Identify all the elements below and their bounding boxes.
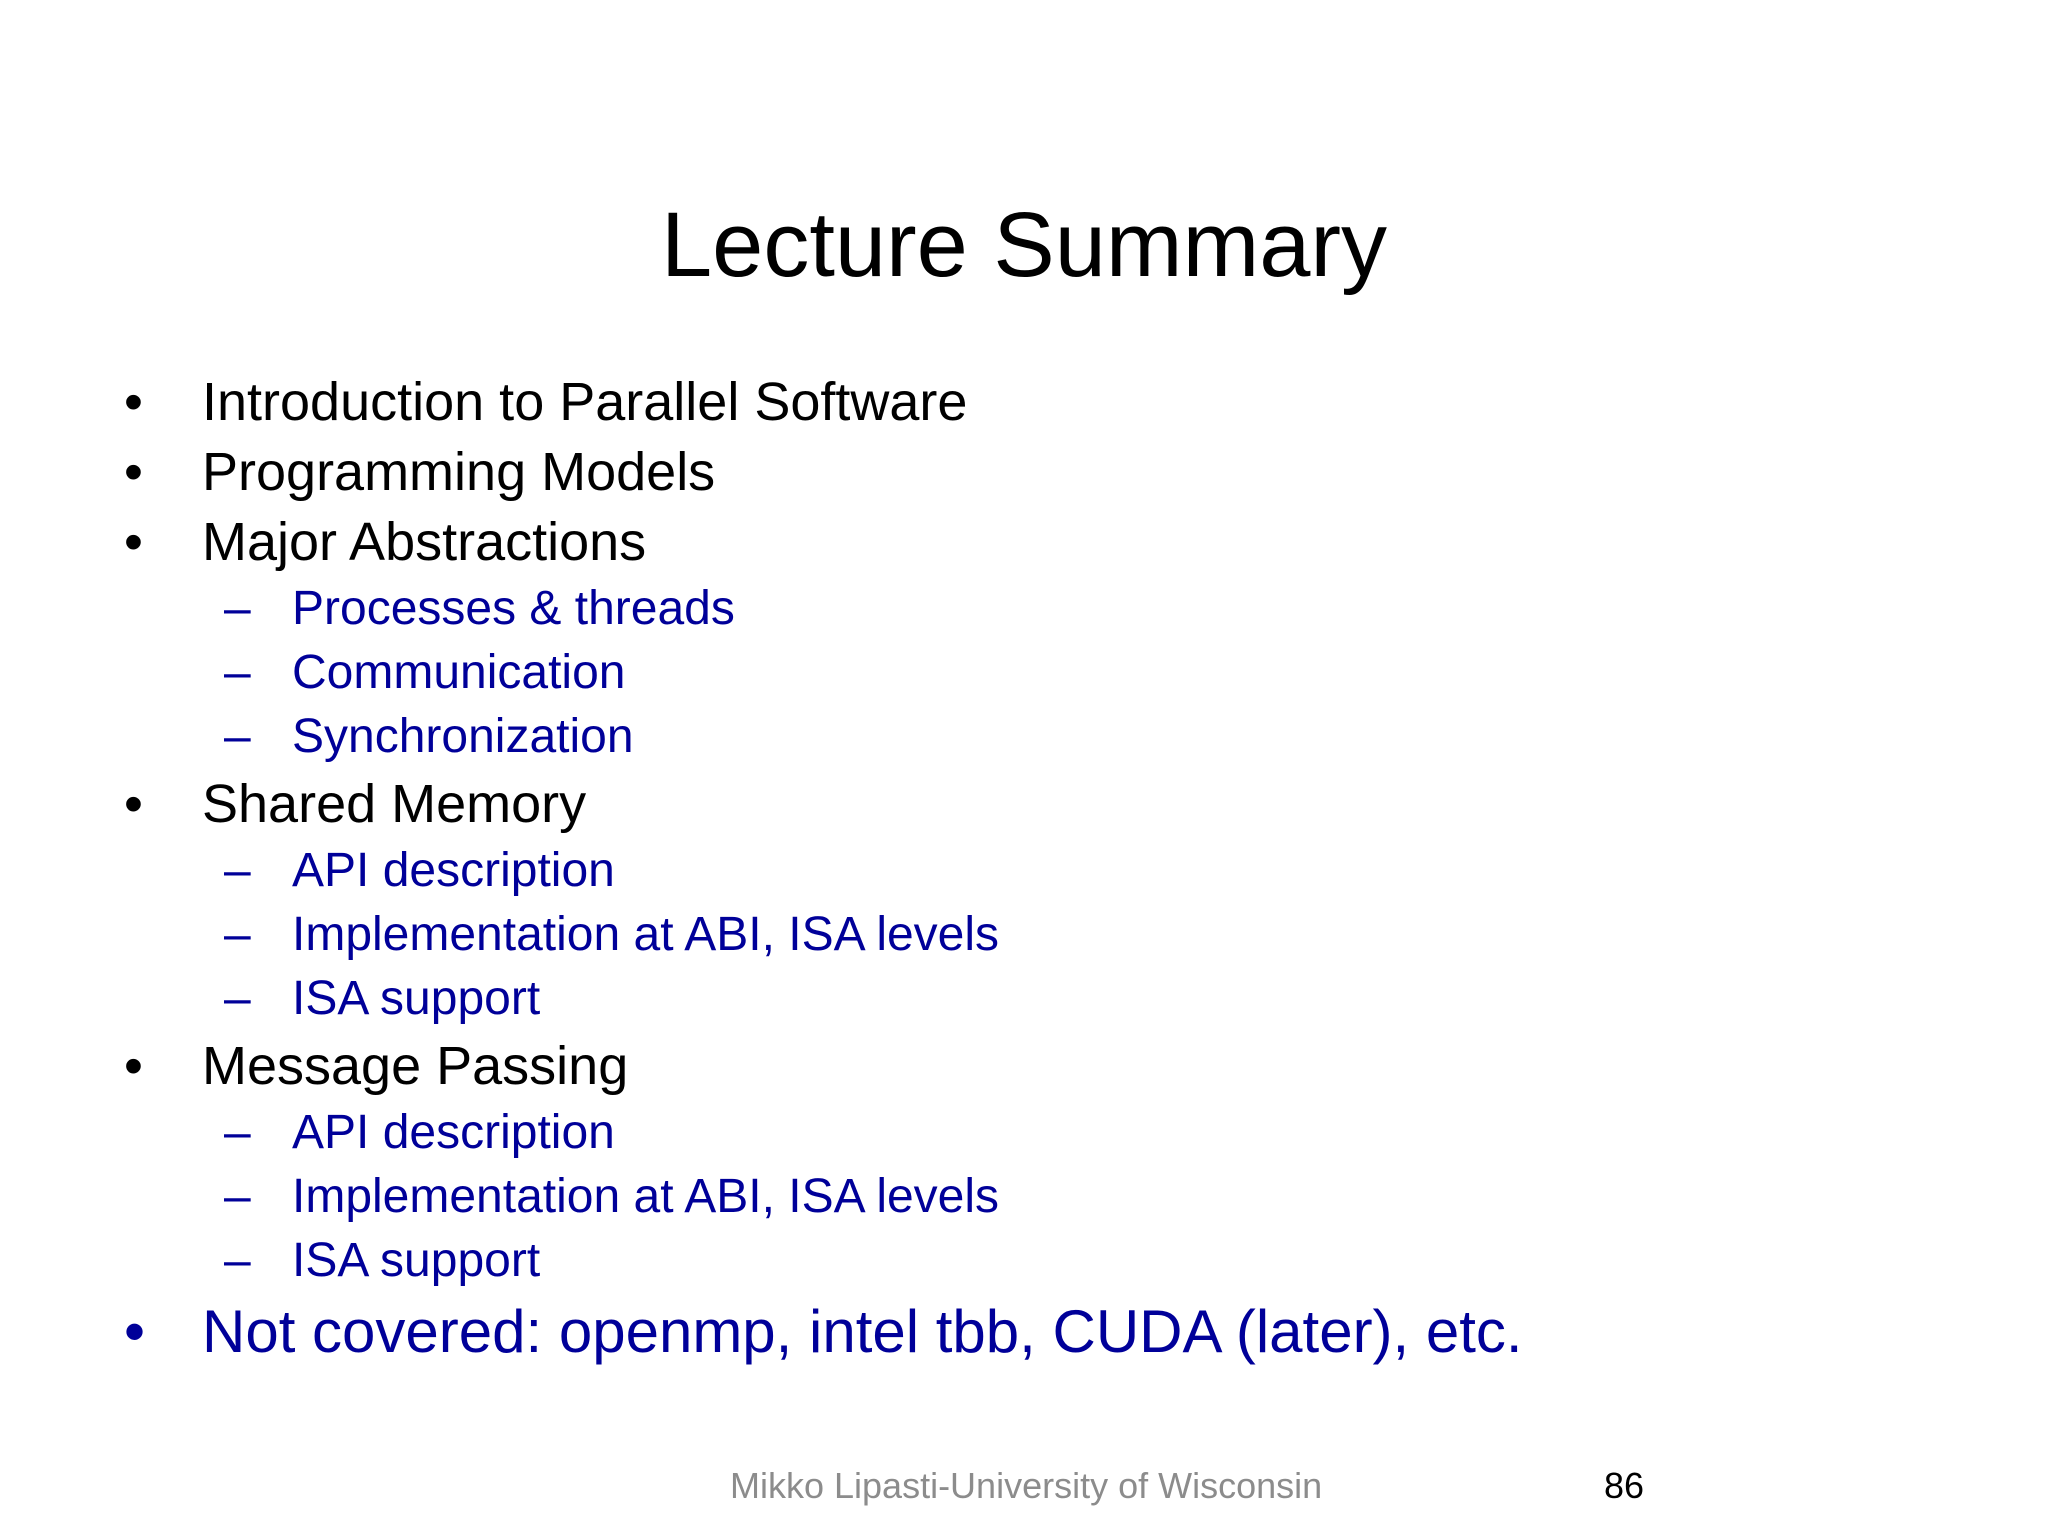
sub-bullet-marker: – xyxy=(224,582,251,635)
sub-bullet-text: API description xyxy=(292,1106,615,1159)
bullet-text: Not covered: openmp, intel tbb, CUDA (later), etc. xyxy=(202,1298,1523,1365)
bullet-text: Shared Memory xyxy=(202,774,587,834)
sub-bullet-text: ISA support xyxy=(292,1234,541,1287)
sub-bullet-text: Processes & threads xyxy=(292,582,735,635)
sub-bullet-text: Communication xyxy=(292,646,626,699)
sub-bullet-marker: – xyxy=(224,844,251,897)
slide-title: Lecture Summary xyxy=(660,194,1388,296)
footer-credit: Mikko Lipasti-University of Wisconsin xyxy=(730,1465,1323,1506)
bullet-text: Major Abstractions xyxy=(202,512,647,572)
sub-bullet-marker: – xyxy=(224,908,251,961)
sub-bullet-marker: – xyxy=(224,710,251,763)
bullet-marker: • xyxy=(124,774,143,834)
bullet-text: Programming Models xyxy=(202,442,716,502)
bullet-marker: • xyxy=(124,1036,143,1096)
bullet-marker: • xyxy=(124,442,143,502)
sub-bullet-text: API description xyxy=(292,844,615,897)
bullet-text: Message Passing xyxy=(202,1036,629,1096)
sub-bullet-marker: – xyxy=(224,1234,251,1287)
sub-bullet-text: ISA support xyxy=(292,972,541,1025)
sub-bullet-text: Implementation at ABI, ISA levels xyxy=(292,908,1000,961)
sub-bullet-marker: – xyxy=(224,972,251,1025)
sub-bullet-text: Synchronization xyxy=(292,710,634,763)
sub-bullet-text: Implementation at ABI, ISA levels xyxy=(292,1170,1000,1223)
bullet-marker: • xyxy=(124,372,143,432)
bullet-marker: • xyxy=(124,512,143,572)
sub-bullet-marker: – xyxy=(224,1106,251,1159)
bullet-text: Introduction to Parallel Software xyxy=(202,372,968,432)
page-number: 86 xyxy=(1604,1465,1645,1506)
bullet-marker: • xyxy=(124,1298,146,1365)
sub-bullet-marker: – xyxy=(224,646,251,699)
sub-bullet-marker: – xyxy=(224,1170,251,1223)
